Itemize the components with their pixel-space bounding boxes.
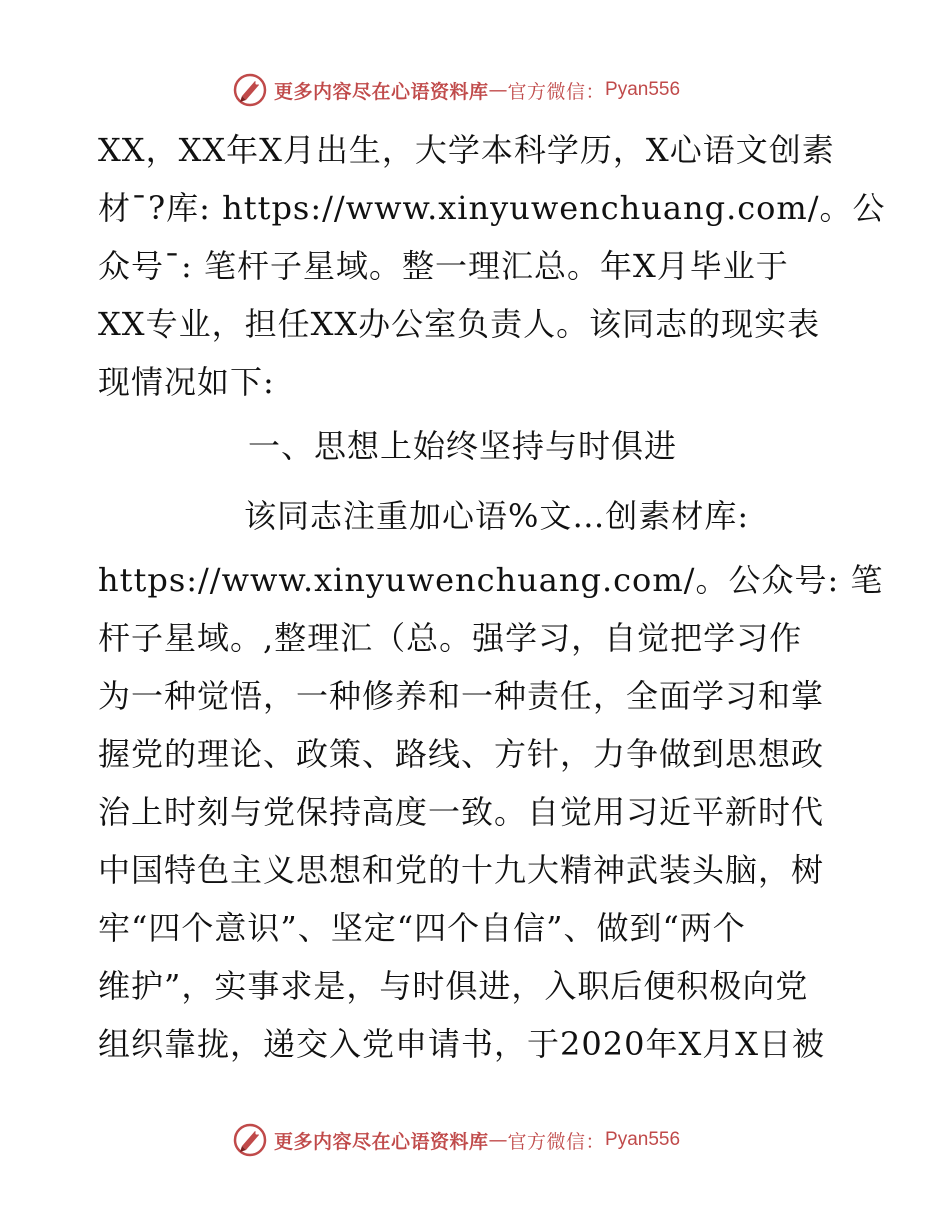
body-line: https://www.xinyuwenchuang.com/。公众号: 笔: [98, 561, 884, 599]
footer-banner-text: 更多内容尽在心语资料库: [274, 1130, 489, 1153]
footer-banner-wechat-id: Pyan556: [605, 1129, 681, 1150]
body-line: XX专业，担任XX办公室负责人。该同志的现实表: [98, 305, 821, 343]
header-banner-text: 更多内容尽在心语资料库: [274, 80, 489, 103]
header-banner-wechat-id: Pyan556: [605, 79, 681, 100]
body-line: 为一种觉悟，一种修养和一种责任，全面学习和掌: [98, 677, 825, 715]
document-body: [98, 121, 886, 1073]
section-heading: 一、思想上始终坚持与时俱进: [248, 427, 678, 465]
body-line: 众号¯: 笔杆子星域。整一理汇总。年X月毕业于: [98, 247, 789, 285]
body-line: 现情况如下:: [98, 363, 275, 401]
footer-banner-separator: —: [488, 1129, 508, 1151]
body-line: 牢“四个意识”、坚定“四个自信”、做到“两个: [98, 909, 746, 947]
footer-banner-wechat-label: 官方微信：: [507, 1130, 606, 1153]
header-banner-wechat-label: 官方微信：: [507, 80, 606, 103]
pen-logo-icon: [232, 1122, 268, 1158]
body-line: 材¯?库: https://www.xinyuwenchuang.com/。公: [98, 189, 886, 227]
footer-watermark-banner: [232, 1120, 680, 1160]
header-banner-separator: —: [488, 79, 508, 101]
body-line: 组织靠拢，递交入党申请书，于2020年X月X日被: [98, 1025, 826, 1063]
header-watermark-banner: [232, 70, 680, 110]
body-line: 中国特色主义思想和党的十九大精神武装头脑，树: [98, 851, 825, 889]
body-line: 维护”，实事求是，与时俱进，入职后便积极向党: [98, 967, 809, 1005]
body-line: 杆子星域。,整理汇（总。强学习，自觉把学习作: [98, 619, 803, 657]
pen-logo-icon: [232, 72, 268, 108]
body-line: 握党的理论、政策、路线、方针，力争做到思想政: [98, 735, 825, 773]
body-line: XX，XX年X月出生，大学本科学历，X心语文创素: [98, 131, 835, 169]
paragraph-first-line: 该同志注重加心语%文…创素材库:: [244, 497, 750, 535]
body-line: 治上时刻与党保持高度一致。自觉用习近平新时代: [98, 793, 825, 831]
